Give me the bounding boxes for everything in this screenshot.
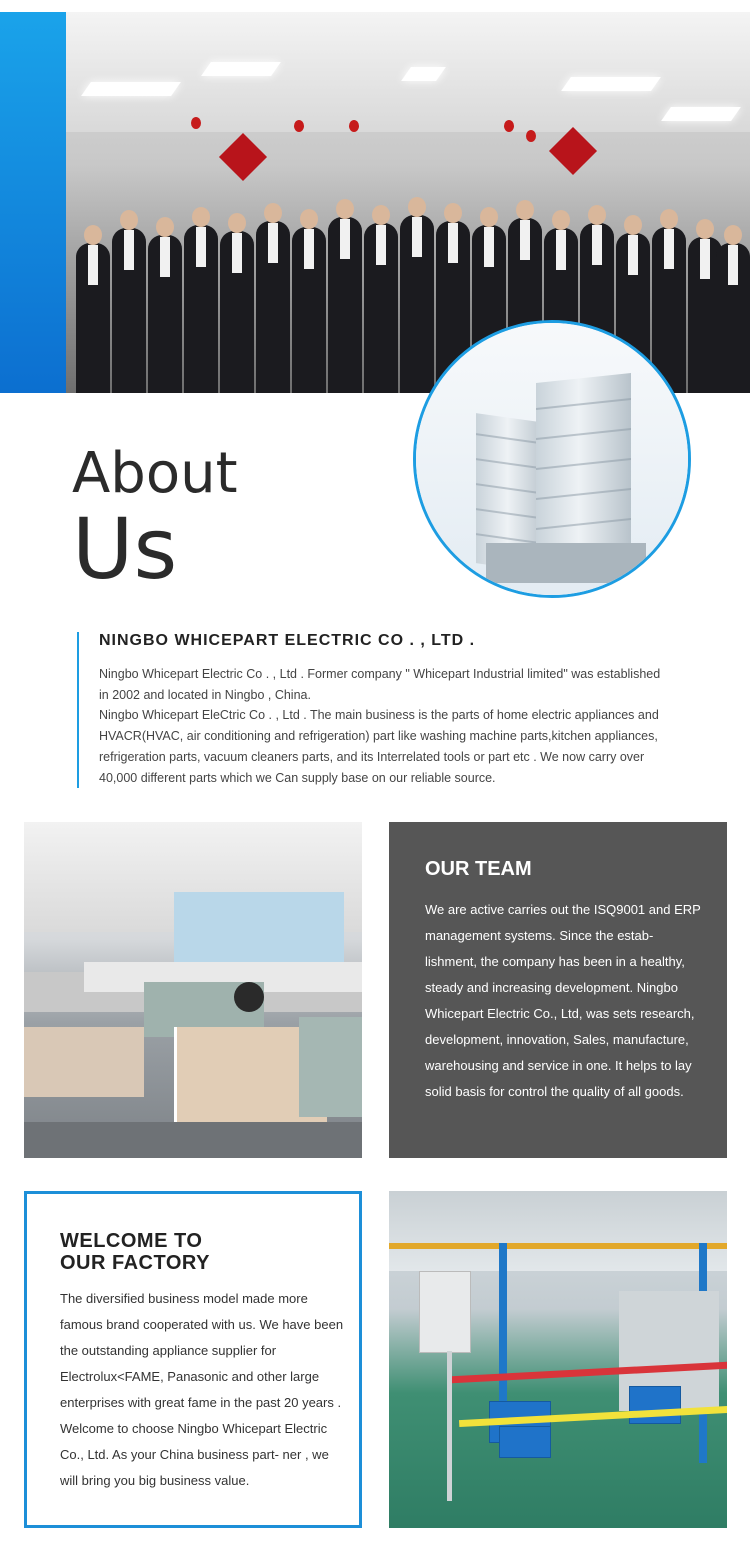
welcome-heading-line2: OUR FACTORY: [60, 1252, 210, 1274]
company-desc-line: refrigeration parts, vacuum cleaners parts, and its Interrelated tools or part etc . We now carry over: [99, 749, 645, 764]
welcome-heading-line1: WELCOME TO: [60, 1230, 203, 1252]
company-desc-line: Ningbo Whicepart Electric Co . , Ltd . Former company " Whicepart Industrial limited" was established: [99, 667, 661, 681]
about-title-line2: Us: [72, 500, 178, 598]
our-team-heading: OUR TEAM: [425, 858, 532, 880]
about-title-line1: About: [72, 441, 238, 506]
factory-floor-photo: [389, 1191, 727, 1528]
company-desc-line: in 2002 and located in Ningbo , China.: [99, 687, 311, 702]
our-team-section: [389, 822, 727, 1158]
company-desc-line: Ningbo Whicepart EleCtric Co . , Ltd . The main business is the parts of home electric appliances and: [99, 708, 659, 723]
company-desc-line: 40,000 different parts which we Can supply base on our reliable source.: [99, 770, 496, 785]
welcome-factory-text: The diversified business model made more famous brand cooperated with us. We have been the outstanding appliance supplier for Electrolux<FAME, Panasonic and other large enterprises with great fame in the past 20 years . Welcome to choose Ningbo Whicepart Electric Co., Ltd. As your China business part- ner , we will bring you big business value.: [60, 1291, 344, 1488]
welcome-factory-section: [24, 1191, 362, 1528]
about-us-title: [72, 440, 238, 598]
our-team-text: We are active carries out the ISQ9001 and ERP management systems. Since the estab- lishment, the company has been in a healthy, steady and increasing development. Ningbo Whicepart Electric Co., Ltd, was sets research, development, innovation, Sales, manufacture, warehousing and service in one. It helps to lay solid basis for control the quality of all goods.: [425, 902, 701, 1099]
office-building-photo: [413, 320, 691, 598]
company-description: [99, 664, 689, 788]
welcome-factory-heading: [60, 1230, 210, 1274]
banner-accent-bar: [0, 12, 66, 393]
company-name: NINGBO WHICEPART ELECTRIC CO . , LTD .: [99, 632, 476, 649]
office-interior-photo: [24, 822, 362, 1158]
company-intro: [77, 632, 689, 788]
company-desc-line: HVACR(HVAC, air conditioning and refrigeration) part like washing machine parts,kitchen appliances,: [99, 729, 658, 744]
